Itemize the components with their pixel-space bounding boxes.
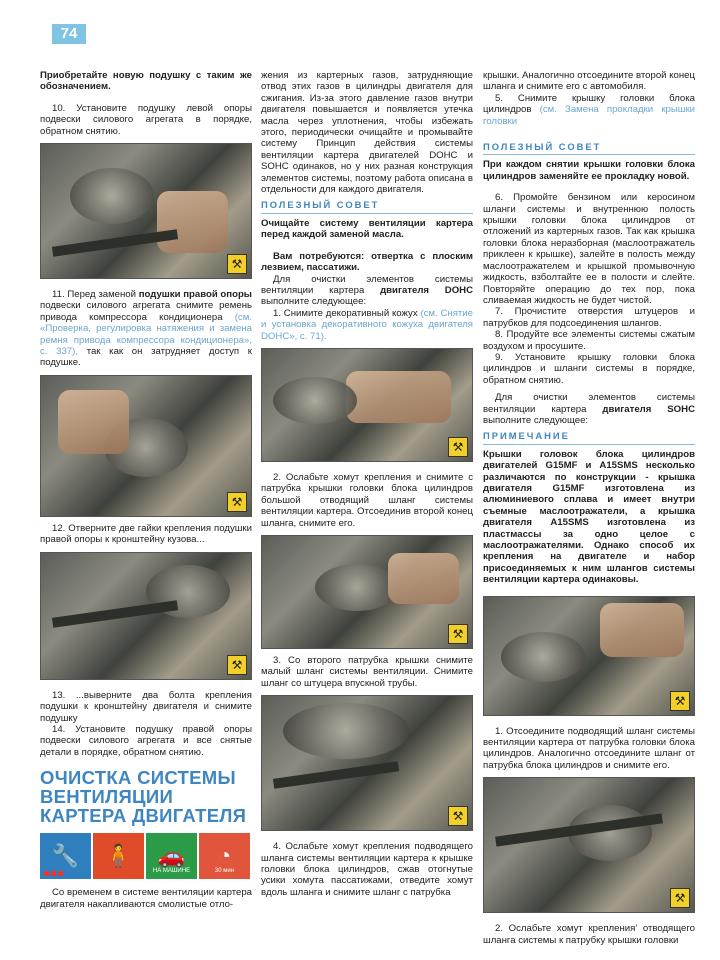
note-heading: ПРИМЕЧАНИЕ (483, 430, 695, 444)
wrench-icon: ⚒ (227, 254, 247, 274)
paragraph: 8. Продуйте все элементы системы сжатым воздухом и просушите. (483, 329, 695, 352)
paragraph: Со временем в системе вентиляции картера двигателя накапливаются смолистые отло- (40, 887, 252, 910)
reference-link[interactable]: (см. Замена прокладки крышки головки (483, 104, 696, 127)
wrench-icon: ⚒ (227, 492, 247, 512)
photo-right-mount (40, 375, 252, 517)
reference-link[interactable]: (см. «Проверка, регулировка натяжения и замена ремня привода компрессора кондиционера», с. 337), (40, 311, 252, 358)
paragraph: 1. Снимите декоративный кожух (см. Снятие и установка декоративного кожуха двигателя DOHC», с. 71). (261, 307, 473, 342)
column-3 (483, 70, 695, 946)
wrench-icon: ⚒ (670, 888, 690, 908)
paragraph: 4. Ослабьте хомут крепления подводящего шланга системы вентиляции картера к крышке головки блока цилиндров, сжав отогнутые усики хомута пассатижами, отведите хомут вдоль шланга и снимите шланг с патрубка (261, 841, 473, 898)
paragraph: 9. Установите крышку головки блока цилиндров и шланги системы в порядке, обратном снятию. (483, 351, 695, 386)
photo-mount-bolts (40, 552, 252, 680)
note-text: Крышки головок блока цилиндров двигателей G15MF и A15SMS несколько различаются по конструкции - крышка двигателя G15MF изготовлена из алюминиевого сплава и имеет внутри съемные маслоотражатели, а крышка двигателя A15SMS изготовлена из пластмассы за одно целое с маслоотражателями. Однако способ их крепления на двигателе и набор присоединяемых к ним шлангов системы вентиляции картера одинаковы. (483, 448, 695, 586)
paragraph: Для очистки элементов системы вентиляции картера двигателя DOHC выполните следующее: (261, 273, 474, 308)
wrench-icon: ⚒ (227, 655, 247, 675)
tools-needed: Вам потребуются: отвертка с плоским лезвием, пассатижи. (261, 250, 473, 274)
paragraph: 14. Установите подушку правой опоры подвески силового агрегата и все снятые детали в порядке, обратном снятию. (40, 723, 252, 758)
paragraph: 1. Отсоедините подводящий шланг системы вентиляции картера от патрубка головки блока цилиндров. Аналогично отсоедините шланг от патрубка блока цилиндров и снимите его. (483, 725, 695, 771)
tools-icon: 🔧 (40, 833, 91, 879)
paragraph: жения из картерных газов, затрудняющие отвод этих газов в цилиндры двигателя для сжигания. Из-за этого давление газов внутри двигателя повышается и появляется утечка масла через уплотнения, чтобы избежать этого, периодически очищайте и промывайте систему Принцип действия системы вентиляции картера двигателей DOHC и SOHC одинаков, но у них разная конструкция элементов системы, поэтому работа описана в отдельности для каждого двигателя. (261, 70, 473, 196)
photo-small-hose (261, 535, 473, 649)
section-title: ОЧИСТКА СИСТЕМЫ ВЕНТИЛЯЦИИ КАРТЕРА ДВИГАТЕЛЯ (40, 767, 247, 827)
paragraph: Для очистки элементов системы вентиляции картера двигателя SOHC выполните следующее: (483, 392, 695, 426)
paragraph: 2. Ослабьте хомут крепления' отводящего шланга системы к патрубку крышки головки (483, 923, 695, 946)
paragraph: Приобретайте новую подушку с таким же обозначением. (40, 70, 252, 93)
clock-icon: ◔ 30 мин (199, 833, 250, 879)
wrench-icon: ⚒ (670, 691, 690, 711)
photo-sohc-hose (483, 596, 695, 716)
paragraph: 2. Ослабьте хомут крепления и снимите с патрубка крышки головки блока цилиндров большой отводящий шланг системы вентиляции картера. Отсоединив второй конец шланга, снимите его. (261, 471, 473, 529)
paragraph: крышки. Аналогично отсоедините второй конец шланга и снимите его с автомобиля. (483, 70, 695, 93)
tip-text: При каждом снятии крышки головки блока цилиндров заменяйте ее прокладку новой. (483, 159, 695, 182)
tip-heading: ПОЛЕЗНЫЙ СОВЕТ (261, 199, 473, 213)
wrench-icon: ⚒ (448, 624, 468, 644)
photo-outlet-hose (483, 777, 695, 913)
paragraph: 12. Отверните две гайки крепления подушки правой опоры к кронштейну кузова... (40, 522, 252, 546)
page-number: 74 (52, 24, 86, 44)
paragraph: 7. Прочистите отверстия штуцеров и патрубков для подсоединения шлангов. (483, 306, 695, 329)
paragraph: 13. ...выверните два болта крепления подушки к кронштейну двигателя и снимите подушку (40, 689, 252, 724)
tip-heading: ПОЛЕЗНЫЙ СОВЕТ (483, 141, 695, 155)
column-2 (261, 70, 473, 898)
paragraph: 6. Промойте бензином или керосином шланги системы и внутреннюю полость крышки головки блока цилиндров от отложений из картерных газов. Так как крышка головки блока неразборная (маслоотражатель приклеен к крышке), залейте в полость между маслоотражателем и крышкой промывочную жидкость, взболтайте ее в полости и слейте. Повторяйте операцию до тех пор, пока сливаемая жидкость не будет чистой. (483, 192, 695, 306)
wrench-icon: ⚒ (448, 437, 468, 457)
photo-inlet-hose (261, 695, 473, 831)
paragraph: 11. Перед заменой подушки правой опоры подвески силового агрегата снимите ремень привода компрессора кондиционера (см. «Проверка, регулировка натяжения и замена ремня привода компрессора кондиционера», с. 337), так как он затрудняет доступ к подушке. (40, 289, 253, 369)
photo-engine-belt (40, 143, 252, 279)
wrench-icon: ⚒ (448, 806, 468, 826)
car-icon: 🚗 НА МАШИНЕ (146, 833, 197, 879)
reference-link[interactable]: (см. Снятие и установка декоративного кожуха двигателя DOHC», с. 71). (261, 307, 473, 342)
info-icons (40, 833, 252, 879)
column-1 (40, 70, 252, 910)
paragraph: 10. Установите подушку левой опоры подвески силового агрегата в порядке, обратном снятию. (40, 102, 252, 137)
person-icon: 🧍 (93, 833, 144, 879)
paragraph: 5. Снимите крышку головки блока цилиндров (см. Замена прокладки крышки головки (483, 92, 696, 127)
tip-text: Очищайте систему вентиляции картера перед каждой заменой масла. (261, 217, 473, 241)
paragraph: 3. Со второго патрубка крышки снимите малый шланг системы вентиляции. Снимите шланг со штуцера впускной трубы. (261, 654, 473, 689)
photo-hose-clamp (261, 348, 473, 462)
